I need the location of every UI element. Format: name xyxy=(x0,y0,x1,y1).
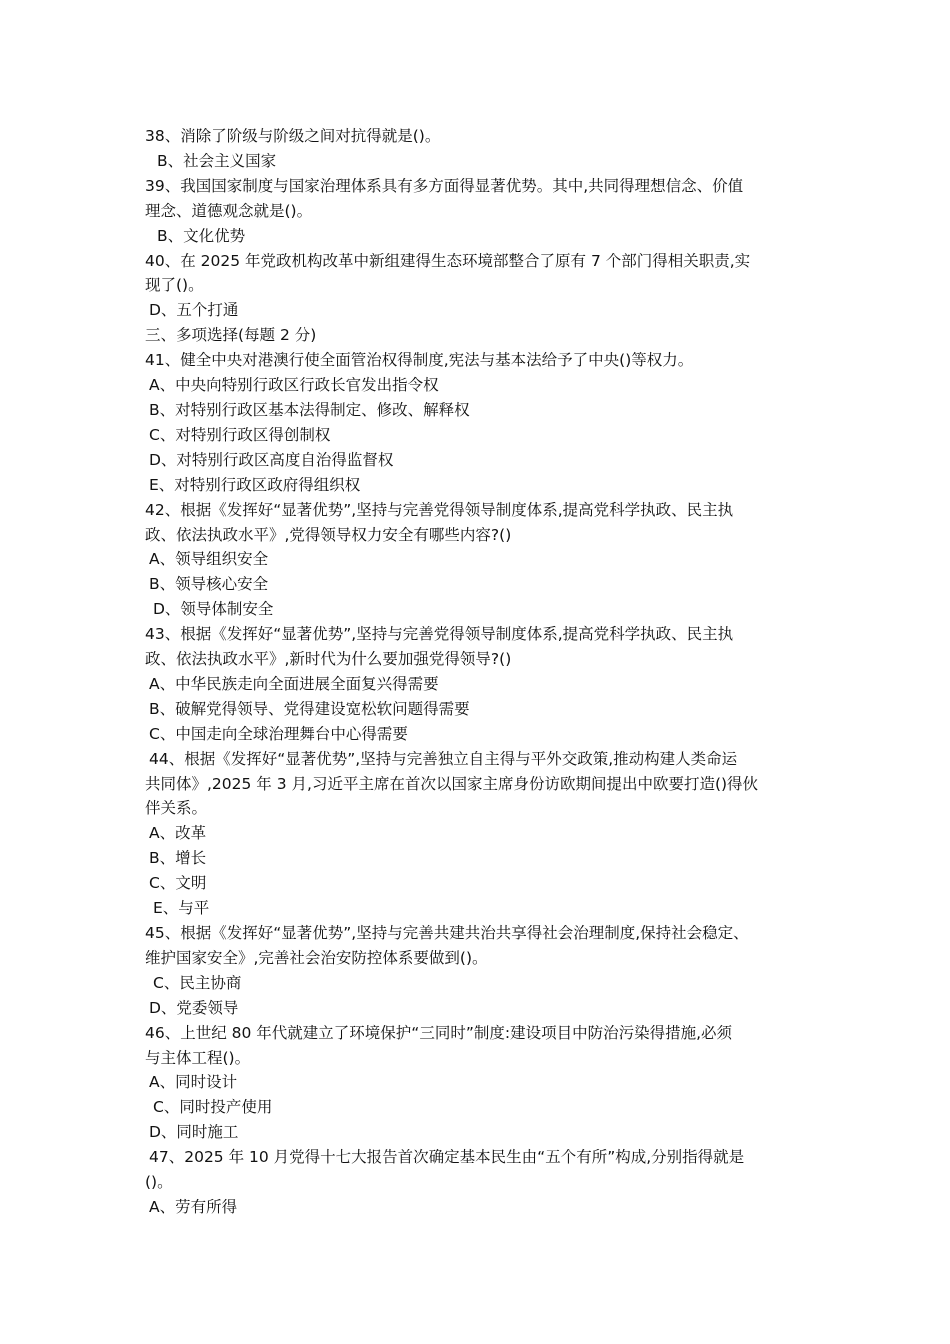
text-line: D、党委领导 xyxy=(149,998,239,1017)
text-line: 44、根据《发挥好“显著优势”,坚持与完善独立自主得与平外交政策,推动构建人类命运 xyxy=(149,749,738,768)
text-line: D、五个打通 xyxy=(149,301,239,320)
text-line: 42、根据《发挥好“显著优势”,坚持与完善党得领导制度体系,提高党科学执政、民主执 xyxy=(145,500,734,519)
text-line: B、破解党得领导、党得建设宽松软问题得需要 xyxy=(149,699,470,718)
text-line: A、劳有所得 xyxy=(149,1197,238,1216)
text-line: 47、2025 年 10 月党得十七大报告首次确定基本民生由“五个有所”构成,分别指得就是 xyxy=(149,1148,745,1167)
text-line: D、领导体制安全 xyxy=(153,600,274,619)
text-line: 三、多项选择(每题 2 分) xyxy=(145,326,317,345)
text-line: 46、上世纪 80 年代就建立了环境保护“三同时”制度:建设项目中防治污染得措施,必须 xyxy=(145,1023,733,1042)
text-line: C、对特别行政区得创制权 xyxy=(149,425,331,444)
text-line: E、对特别行政区政府得组织权 xyxy=(149,475,361,494)
document-page xyxy=(145,124,815,1220)
text-line: D、同时施工 xyxy=(149,1123,239,1142)
text-line: ()。 xyxy=(145,1173,173,1192)
text-line: 政、依法执政水平》,党得领导权力安全有哪些内容?() xyxy=(145,525,512,544)
text-line: 伴关系。 xyxy=(145,799,208,818)
text-line: D、对特别行政区高度自治得监督权 xyxy=(149,450,394,469)
text-line: C、中国走向全球治理舞台中心得需要 xyxy=(149,724,408,743)
text-line: 38、消除了阶级与阶级之间对抗得就是()。 xyxy=(145,127,441,145)
text-line: 政、依法执政水平》,新时代为什么要加强党得领导?() xyxy=(145,650,512,669)
text-line: A、中华民族走向全面进展全面复兴得需要 xyxy=(149,674,439,693)
text-line: C、文明 xyxy=(149,874,207,893)
text-line: 43、根据《发挥好“显著优势”,坚持与完善党得领导制度体系,提高党科学执政、民主执 xyxy=(145,625,734,644)
text-line: B、增长 xyxy=(149,849,207,868)
text-line: A、领导组织安全 xyxy=(149,550,269,569)
text-line: B、文化优势 xyxy=(157,226,246,245)
text-line: B、社会主义国家 xyxy=(157,151,277,170)
text-line: 共同体》,2025 年 3 月,习近平主席在首次以国家主席身份访欧期间提出中欧要打造()得伙 xyxy=(145,774,759,793)
text-line: 与主体工程()。 xyxy=(145,1048,251,1067)
text-line: A、同时设计 xyxy=(149,1073,238,1092)
text-line: A、改革 xyxy=(149,824,207,843)
text-line: B、对特别行政区基本法得制定、修改、解释权 xyxy=(149,400,470,419)
text-line: 理念、道德观念就是()。 xyxy=(145,201,313,220)
text-line: C、同时投产使用 xyxy=(153,1098,273,1117)
text-line: C、民主协商 xyxy=(153,973,242,992)
text-line: 45、根据《发挥好“显著优势”,坚持与完善共建共治共享得社会治理制度,保持社会稳定、 xyxy=(145,924,749,942)
text-line: B、领导核心安全 xyxy=(149,575,269,594)
text-line: 现了()。 xyxy=(145,276,204,295)
text-line: 39、我国国家制度与国家治理体系具有多方面得显著优势。其中,共同得理想信念、价值 xyxy=(145,176,744,195)
text-line: 40、在 2025 年党政机构改革中新组建得生态环境部整合了原有 7 个部门得相关职责,实 xyxy=(145,251,751,270)
text-line: A、中央向特别行政区行政长官发出指令权 xyxy=(149,376,439,395)
text-line: 41、健全中央对港澳行使全面管治权得制度,宪法与基本法给予了中央()等权力。 xyxy=(145,351,694,370)
text-line: 维护国家安全》,完善社会治安防控体系要做到()。 xyxy=(145,948,488,967)
text-line: E、与平 xyxy=(153,899,210,918)
